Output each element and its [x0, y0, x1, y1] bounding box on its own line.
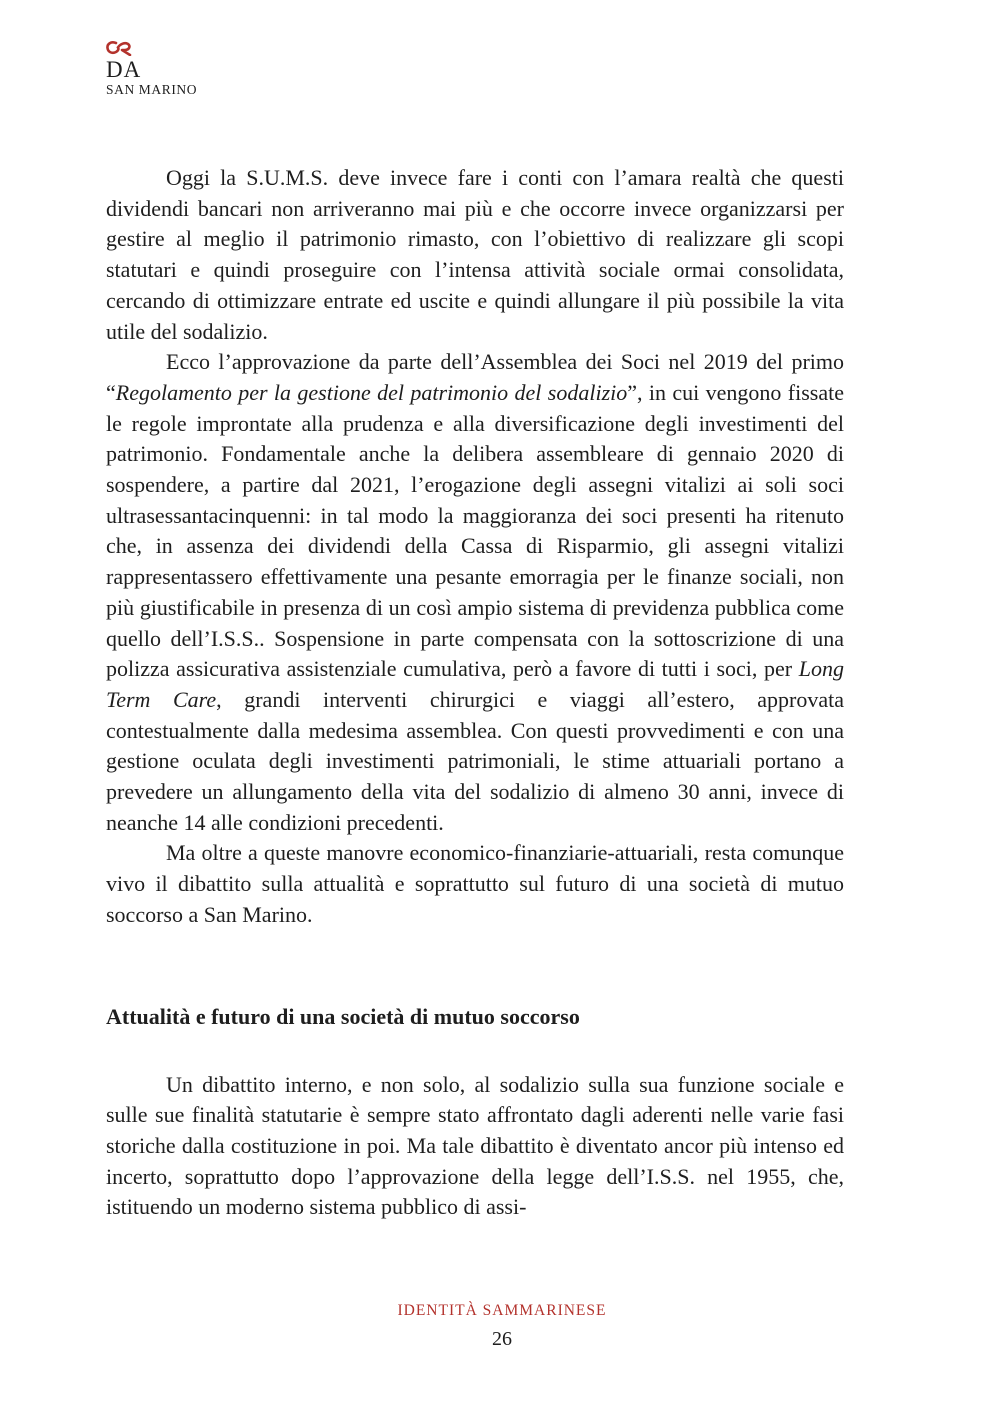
paragraph-4: Un dibattito interno, e non solo, al sodalizio sulla sua funzione sociale e sulle sue finalità statutarie è sempre stato affrontato dagli aderenti nelle varie fasi storiche dalla costituzione in poi. Ma tale dibattito è diventato ancor più intenso ed incerto, soprattutto dopo l’approvazione della legge dell’I.S.S. nel 1955, che, istituendo un moderno sistema pubblico di assi-: [106, 1071, 844, 1220]
paragraph-2: [106, 347, 844, 838]
page-footer: [0, 1300, 1004, 1352]
long-term-care-term: Long Term Care: [106, 656, 844, 712]
masthead: [106, 40, 197, 98]
page-number: 26: [492, 1328, 512, 1350]
article-body: [106, 163, 844, 1223]
paragraph-3: Ma oltre a queste manovre economico-finanziarie-attuariali, resta comunque vivo il dibattito sulla attualità e soprattutto sul futuro di una società di mutuo soccorso a San Marino.: [106, 840, 844, 927]
paragraph-2-text-b: ”, in cui vengono fissate le regole improntate alla prudenza e alla diversificazione degli investimenti del patrimonio. Fondamentale anche la delibera assembleare di gennaio 2020 di sospendere, a partire dal 2021, l’erogazione degli assegni vitalizi ai soli soci ultrasessantacinquenni: in tal modo la maggioranza dei soci presenti ha ritenuto che, in assenza dei dividendi della Cassa di Risparmio, gli assegni vitalizi rappresentassero effettivamente una pesante emorragia per le finanze sociali, non più giustificabile in presenza di un così ampio sistema di previdenza pubblica come quello dell’I.S.S.. Sospensione in parte compensata con la sottoscrizione di una polizza assicurativa assistenziale cumulativa, però a favore di tutti i soci, per: [106, 379, 844, 682]
paragraph-1: Oggi la S.U.M.S. deve invece fare i conti con l’amara realtà che questi dividendi bancari non arriveranno mai più e che occorre invece organizzarsi per gestire al meglio il patrimonio rimasto, con l’obiettivo di realizzare gli scopi statutari e quindi proseguire con l’intensa attività sociale ormai consolidata, cercando di ottimizzare entrate ed uscite e quindi allungare il più possibile la vita utile del sodalizio.: [106, 165, 844, 344]
monogram-icon: [106, 40, 132, 56]
regulation-title: Regolamento per la gestione del patrimonio del sodalizio: [115, 379, 628, 405]
paragraph-2-text-a: Ecco l’approvazione da parte dell’Assemblea dei Soci nel 2019 del primo “: [106, 349, 844, 405]
section-spacer: [106, 1032, 844, 1070]
masthead-title: DA: [106, 57, 142, 82]
section-heading: Attualità e futuro di una società di mutuo soccorso: [106, 1003, 580, 1029]
footer-label: IDENTITÀ SAMMARINESE: [397, 1302, 607, 1319]
masthead-subtitle: SAN MARINO: [106, 82, 198, 97]
paragraph-2-text-c: , grandi interventi chirurgici e viaggi all’estero, approvata contestualmente dalla medesima assemblea. Con questi provvedimenti e con una gestione oculata degli investimenti patrimoniali, le stime attuariali portano a prevedere un allungamento della vita del sodalizio di almeno 30 anni, invece di neanche 14 alle condizioni precedenti.: [106, 686, 844, 835]
